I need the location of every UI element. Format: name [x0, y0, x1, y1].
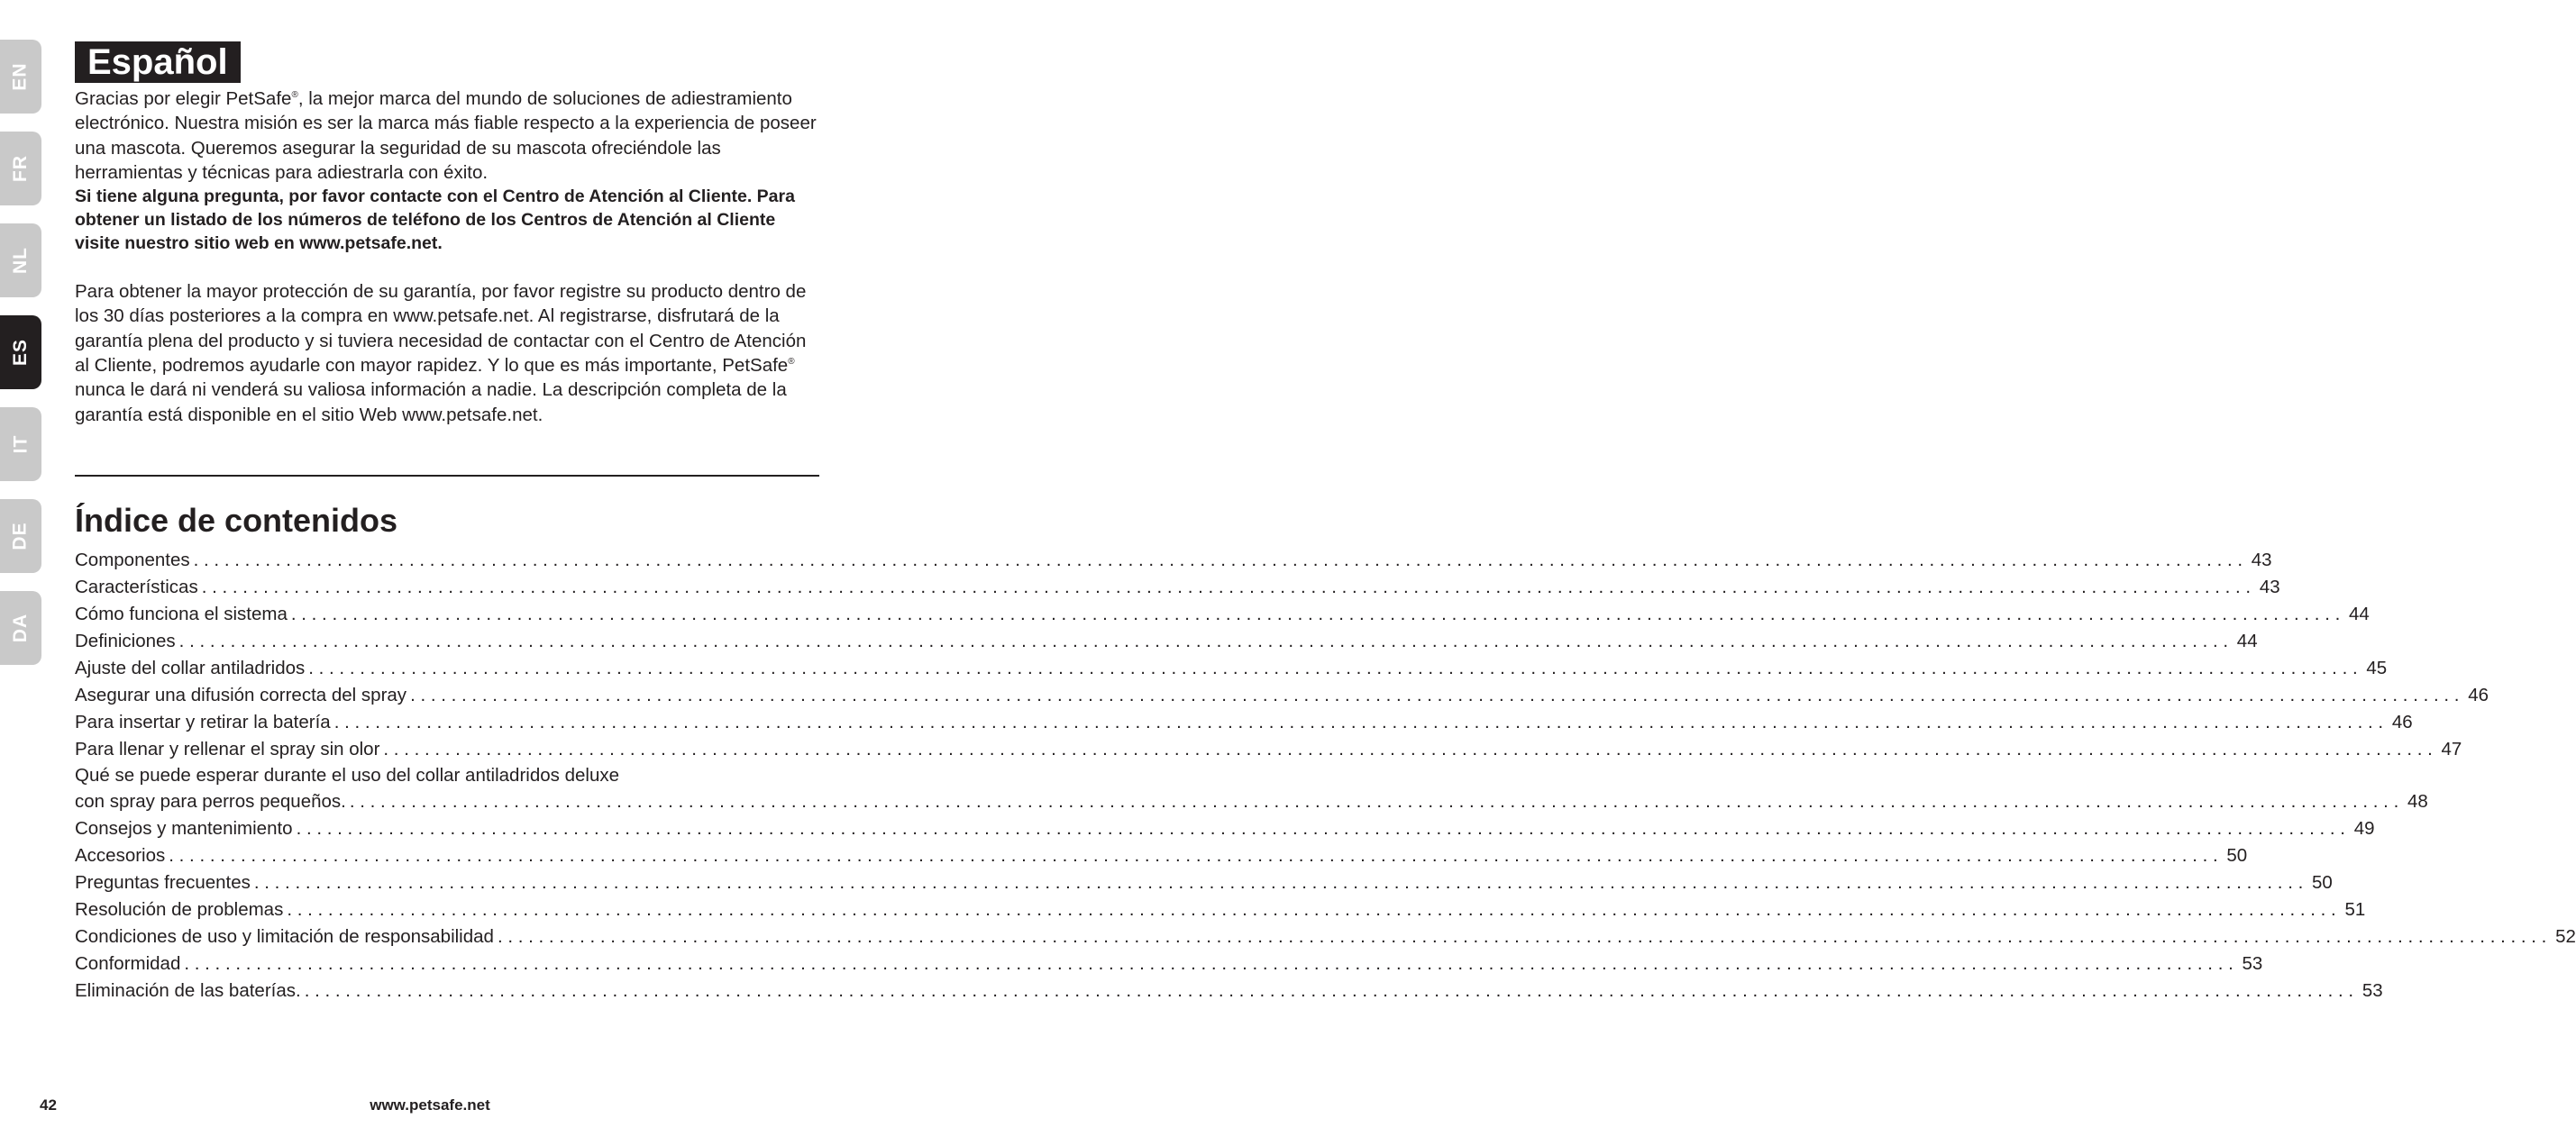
toc-entry-label: Preguntas frecuentes [75, 872, 251, 893]
toc-entry-label: Definiciones [75, 631, 176, 651]
toc-entry-page: 44 [2349, 604, 2370, 624]
footer-url: www.petsafe.net [370, 1096, 490, 1114]
toc-entry-label: Componentes [75, 550, 190, 570]
section-title: Español [75, 41, 241, 83]
toc-leader-dots: ........................................................................................................................................................................................................ [383, 739, 2438, 759]
toc-leader-dots: ........................................................................................................................................................................................................ [169, 845, 2224, 866]
toc-entry-label: Conformidad [75, 953, 181, 974]
language-tab-label: NL [10, 247, 31, 274]
toc-entry-label: Consejos y mantenimiento [75, 818, 293, 839]
toc-entry[interactable] [75, 896, 2366, 923]
language-tab-label: FR [10, 155, 31, 182]
toc-leader-dots: ........................................................................................................................................................................................................ [287, 899, 2342, 920]
toc-entry[interactable] [75, 923, 2576, 950]
language-tab-label: IT [9, 434, 31, 454]
language-tab-es[interactable] [0, 315, 41, 389]
toc-entry[interactable] [75, 709, 2413, 736]
toc-entry-label: Condiciones de uso y limitación de responsabilidad [75, 926, 494, 947]
toc-entry-line: Qué se puede esperar durante el uso del collar antiladridos deluxe [75, 765, 619, 786]
toc-title: Índice de contenidos [75, 502, 398, 539]
toc-entry[interactable] [75, 815, 2375, 842]
language-tab-da[interactable] [0, 591, 41, 665]
toc-entry[interactable] [75, 601, 2370, 628]
toc-entry-label: Cómo funciona el sistema [75, 604, 288, 624]
toc-entry[interactable] [75, 788, 2428, 815]
toc-entry-label: con spray para perros pequeños. [75, 791, 346, 812]
intro-paragraph-2: Para obtener la mayor protección de su garantía, por favor registre su producto dentro de los 30 días posteriores a la compra en www.petsafe.net. Al registrarse, disfrutará de la garantía plena del producto y si tuviera necesidad de contactar con el Centro de Atención al Cliente, podremos ayudarle con mayor rapidez. Y lo que es más importante, PetSafe® nunca le dará ni venderá su valiosa información a nadie. La descripción completa de la garantía está disponible en el sitio Web www.petsafe.net. [75, 281, 807, 425]
toc-leader-dots: ........................................................................................................................................................................................................ [184, 953, 2239, 974]
toc-entry[interactable] [75, 547, 2272, 574]
toc-entry-page: 46 [2391, 712, 2413, 732]
toc-entry-label: Para insertar y retirar la batería [75, 712, 331, 732]
toc-entry[interactable] [75, 655, 2388, 682]
toc-entry-label: Asegurar una difusión correcta del spray [75, 685, 407, 705]
toc-leader-dots: ........................................................................................................................................................................................................ [304, 980, 2359, 1001]
toc-entry-label: Para llenar y rellenar el spray sin olor [75, 739, 380, 759]
toc-leader-dots: ........................................................................................................................................................................................................ [410, 685, 2465, 705]
language-tab-nl[interactable] [0, 223, 41, 297]
toc-entry-page: 44 [2236, 631, 2258, 651]
registered-mark: ® [291, 90, 298, 101]
toc-entry-page: 50 [2312, 872, 2333, 893]
toc-entry[interactable] [75, 574, 2280, 601]
toc-leader-dots: ........................................................................................................................................................................................................ [193, 550, 2248, 570]
toc-entry-page: 53 [2242, 953, 2263, 974]
toc-entry-page: 45 [2366, 658, 2388, 678]
intro-paragraph-1: Gracias por elegir PetSafe®, la mejor marca del mundo de soluciones de adiestramiento electrónico. Nuestra misión es ser la marca más fiable respecto a la experiencia de poseer una mascota. Queremos asegurar la seguridad de su mascota ofreciéndole las herramientas y técnicas para adiestrarla con éxito. [75, 88, 817, 183]
toc-entry-page: 46 [2468, 685, 2489, 705]
toc-entry-page: 51 [2344, 899, 2366, 920]
language-tab-label: ES [9, 338, 31, 367]
language-tab-it[interactable] [0, 407, 41, 481]
toc-entry-page: 53 [2361, 980, 2383, 1001]
toc-entry-page: 49 [2353, 818, 2375, 839]
language-tab-label: DA [10, 613, 31, 643]
toc-leader-dots: ........................................................................................................................................................................................................ [333, 712, 2389, 732]
toc-leader-dots: ........................................................................................................................................................................................................ [178, 631, 2233, 651]
toc-leader-dots: ........................................................................................................................................................................................................ [253, 872, 2308, 893]
toc-entry-label: Eliminación de las baterías. [75, 980, 301, 1001]
toc-entry-label: Ajuste del collar antiladridos [75, 658, 306, 678]
toc-entry-label: Accesorios [75, 845, 166, 866]
toc-entry-label: Resolución de problemas [75, 899, 284, 920]
toc-leader-dots: ........................................................................................................................................................................................................ [349, 791, 2404, 812]
language-tab-fr[interactable] [0, 132, 41, 205]
toc-leader-dots: ........................................................................................................................................................................................................ [201, 577, 2256, 597]
toc-entry[interactable] [75, 978, 2383, 1005]
toc-entry-page: 48 [2407, 791, 2428, 812]
language-tab-label: DE [10, 522, 31, 550]
language-tab-en[interactable] [0, 40, 41, 114]
toc-entry[interactable] [75, 682, 2489, 709]
toc-entry[interactable] [75, 869, 2333, 896]
toc-entry-page: 52 [2555, 926, 2576, 947]
toc-leader-dots: ........................................................................................................................................................................................................ [308, 658, 2363, 678]
registered-mark: ® [788, 357, 795, 368]
toc-entry-page: 43 [2259, 577, 2280, 597]
page-number: 42 [40, 1096, 57, 1114]
toc-entry-page: 43 [2251, 550, 2272, 570]
toc-entry[interactable] [75, 950, 2263, 978]
table-of-contents [75, 547, 2576, 1005]
toc-entry-page: 47 [2441, 739, 2462, 759]
language-tab-label: EN [10, 62, 31, 91]
toc-leader-dots: ........................................................................................................................................................................................................ [497, 926, 2553, 947]
toc-leader-dots: ........................................................................................................................................................................................................ [296, 818, 2351, 839]
intro-contact-note: Si tiene alguna pregunta, por favor contacte con el Centro de Atención al Cliente. Para obtener un listado de los números de teléfono de los Centros de Atención al Cliente visite nuestro sitio web en www.petsafe.net. [75, 186, 795, 254]
toc-entry-page: 50 [2226, 845, 2248, 866]
intro-text [75, 86, 823, 427]
toc-entry[interactable] [75, 736, 2462, 763]
toc-entry[interactable] [75, 628, 2258, 655]
toc-entry-label: Características [75, 577, 198, 597]
section-divider [75, 475, 819, 477]
toc-entry[interactable] [75, 842, 2248, 869]
language-tab-de[interactable] [0, 499, 41, 573]
toc-leader-dots: ........................................................................................................................................................................................................ [290, 604, 2345, 624]
